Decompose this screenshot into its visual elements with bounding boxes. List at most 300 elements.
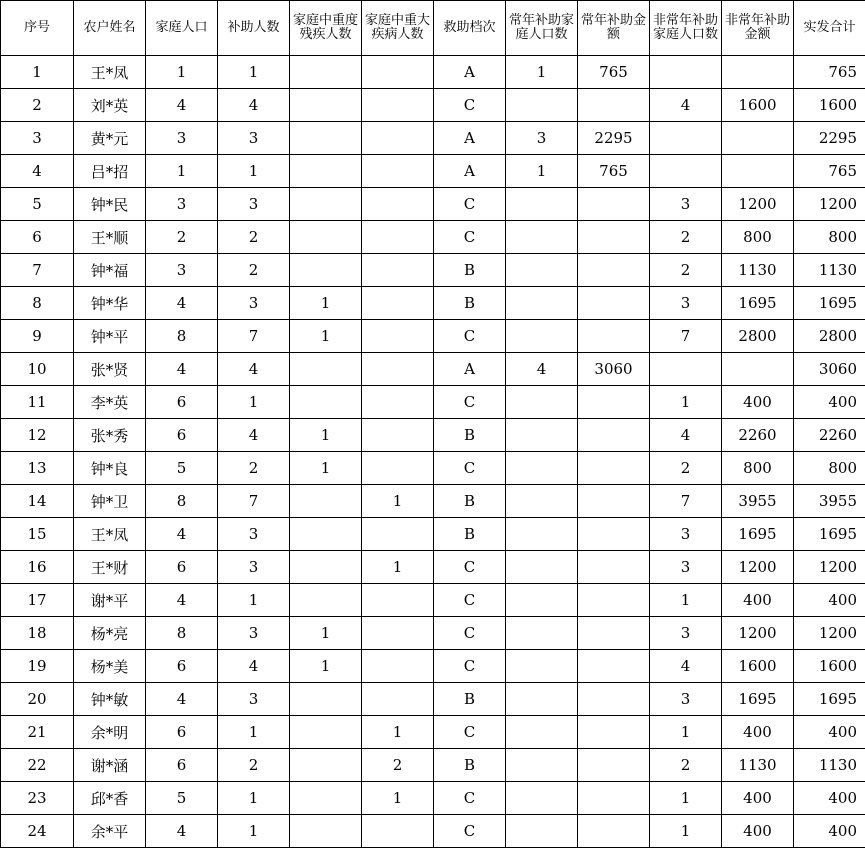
cell-col-family-size: 1: [146, 56, 218, 89]
cell-col-illness-count: 1: [362, 551, 434, 584]
cell-col-index: 1: [1, 56, 74, 89]
table-row: [1, 287, 865, 320]
table-body: [1, 56, 865, 848]
cell-col-disabled-count: [290, 551, 362, 584]
cell-col-total: 765: [794, 155, 865, 188]
cell-col-nonannual-count: 2: [650, 452, 722, 485]
cell-col-disabled-count: [290, 221, 362, 254]
cell-col-annual-amount: [578, 683, 650, 716]
cell-col-relief-level: A: [434, 155, 506, 188]
cell-col-nonannual-amount: 400: [722, 815, 794, 848]
table-row: [1, 650, 865, 683]
cell-col-disabled-count: [290, 584, 362, 617]
cell-col-name: 谢*涵: [74, 749, 146, 782]
cell-col-family-size: 5: [146, 782, 218, 815]
cell-col-annual-amount: [578, 749, 650, 782]
cell-col-annual-count: [506, 320, 578, 353]
cell-col-name: 邱*香: [74, 782, 146, 815]
cell-col-total: 2800: [794, 320, 865, 353]
cell-col-index: 16: [1, 551, 74, 584]
cell-col-index: 14: [1, 485, 74, 518]
cell-col-annual-count: [506, 287, 578, 320]
cell-col-name: 钟*良: [74, 452, 146, 485]
cell-col-nonannual-amount: 400: [722, 584, 794, 617]
cell-col-nonannual-amount: 1695: [722, 518, 794, 551]
cell-col-relief-level: C: [434, 188, 506, 221]
cell-col-annual-amount: [578, 188, 650, 221]
cell-col-nonannual-count: 2: [650, 749, 722, 782]
cell-col-nonannual-amount: 3955: [722, 485, 794, 518]
cell-col-family-size: 4: [146, 353, 218, 386]
cell-col-family-size: 4: [146, 815, 218, 848]
cell-col-relief-level: B: [434, 254, 506, 287]
cell-col-annual-count: [506, 815, 578, 848]
cell-col-nonannual-count: 3: [650, 188, 722, 221]
cell-col-illness-count: [362, 122, 434, 155]
cell-col-subsidy-count: 1: [218, 782, 290, 815]
header-col-index: 序号: [1, 1, 74, 56]
cell-col-subsidy-count: 3: [218, 617, 290, 650]
cell-col-illness-count: 1: [362, 716, 434, 749]
cell-col-family-size: 3: [146, 254, 218, 287]
cell-col-nonannual-count: [650, 155, 722, 188]
cell-col-index: 13: [1, 452, 74, 485]
cell-col-annual-amount: [578, 419, 650, 452]
cell-col-nonannual-amount: [722, 353, 794, 386]
cell-col-disabled-count: 1: [290, 650, 362, 683]
cell-col-nonannual-count: 4: [650, 419, 722, 452]
cell-col-annual-amount: [578, 452, 650, 485]
table-row: [1, 749, 865, 782]
cell-col-disabled-count: [290, 782, 362, 815]
cell-col-annual-count: [506, 584, 578, 617]
cell-col-annual-count: 1: [506, 56, 578, 89]
table-row: [1, 485, 865, 518]
cell-col-total: 800: [794, 452, 865, 485]
cell-col-family-size: 4: [146, 89, 218, 122]
cell-col-index: 8: [1, 287, 74, 320]
header-col-relief-level: 救助档次: [434, 1, 506, 56]
cell-col-disabled-count: [290, 485, 362, 518]
cell-col-annual-amount: [578, 617, 650, 650]
cell-col-relief-level: C: [434, 386, 506, 419]
cell-col-total: 1600: [794, 650, 865, 683]
cell-col-annual-count: 1: [506, 155, 578, 188]
cell-col-family-size: 6: [146, 716, 218, 749]
table-row: [1, 155, 865, 188]
table-row: [1, 353, 865, 386]
cell-col-annual-count: [506, 419, 578, 452]
cell-col-total: 1695: [794, 287, 865, 320]
cell-col-nonannual-count: 1: [650, 782, 722, 815]
cell-col-relief-level: C: [434, 89, 506, 122]
cell-col-total: 1130: [794, 254, 865, 287]
cell-col-annual-count: 3: [506, 122, 578, 155]
cell-col-relief-level: C: [434, 782, 506, 815]
cell-col-illness-count: [362, 89, 434, 122]
cell-col-relief-level: A: [434, 56, 506, 89]
cell-col-annual-amount: [578, 551, 650, 584]
cell-col-annual-amount: 765: [578, 155, 650, 188]
cell-col-annual-amount: [578, 254, 650, 287]
cell-col-annual-count: [506, 518, 578, 551]
cell-col-disabled-count: [290, 716, 362, 749]
cell-col-annual-count: [506, 188, 578, 221]
cell-col-relief-level: C: [434, 221, 506, 254]
cell-col-total: 765: [794, 56, 865, 89]
cell-col-name: 谢*平: [74, 584, 146, 617]
cell-col-index: 4: [1, 155, 74, 188]
cell-col-subsidy-count: 4: [218, 650, 290, 683]
cell-col-family-size: 6: [146, 386, 218, 419]
cell-col-annual-amount: [578, 221, 650, 254]
cell-col-disabled-count: [290, 56, 362, 89]
cell-col-subsidy-count: 4: [218, 89, 290, 122]
cell-col-disabled-count: [290, 254, 362, 287]
cell-col-index: 20: [1, 683, 74, 716]
cell-col-total: 400: [794, 386, 865, 419]
header-col-family-size: 家庭人口: [146, 1, 218, 56]
cell-col-index: 18: [1, 617, 74, 650]
cell-col-relief-level: C: [434, 716, 506, 749]
cell-col-nonannual-amount: 1695: [722, 287, 794, 320]
cell-col-nonannual-amount: 2260: [722, 419, 794, 452]
cell-col-annual-count: [506, 89, 578, 122]
cell-col-family-size: 1: [146, 155, 218, 188]
cell-col-nonannual-count: [650, 56, 722, 89]
cell-col-nonannual-count: 7: [650, 320, 722, 353]
cell-col-annual-amount: [578, 716, 650, 749]
cell-col-family-size: 5: [146, 452, 218, 485]
cell-col-total: 3955: [794, 485, 865, 518]
cell-col-index: 5: [1, 188, 74, 221]
cell-col-index: 2: [1, 89, 74, 122]
cell-col-name: 刘*英: [74, 89, 146, 122]
cell-col-subsidy-count: 3: [218, 551, 290, 584]
cell-col-index: 11: [1, 386, 74, 419]
cell-col-relief-level: B: [434, 683, 506, 716]
cell-col-nonannual-count: 3: [650, 617, 722, 650]
cell-col-illness-count: [362, 386, 434, 419]
cell-col-name: 钟*华: [74, 287, 146, 320]
cell-col-illness-count: [362, 584, 434, 617]
cell-col-disabled-count: 1: [290, 617, 362, 650]
cell-col-disabled-count: [290, 353, 362, 386]
table-row: [1, 782, 865, 815]
cell-col-name: 王*凤: [74, 56, 146, 89]
cell-col-disabled-count: [290, 122, 362, 155]
cell-col-name: 钟*福: [74, 254, 146, 287]
cell-col-name: 钟*卫: [74, 485, 146, 518]
cell-col-total: 1200: [794, 551, 865, 584]
header-row: [1, 1, 865, 56]
cell-col-illness-count: 1: [362, 485, 434, 518]
cell-col-annual-amount: [578, 287, 650, 320]
cell-col-nonannual-amount: 2800: [722, 320, 794, 353]
cell-col-subsidy-count: 4: [218, 353, 290, 386]
cell-col-name: 杨*亮: [74, 617, 146, 650]
cell-col-total: 1200: [794, 617, 865, 650]
cell-col-relief-level: C: [434, 320, 506, 353]
cell-col-family-size: 4: [146, 287, 218, 320]
cell-col-nonannual-amount: 1600: [722, 89, 794, 122]
cell-col-name: 王*顺: [74, 221, 146, 254]
cell-col-relief-level: A: [434, 122, 506, 155]
cell-col-relief-level: B: [434, 749, 506, 782]
cell-col-annual-count: [506, 683, 578, 716]
cell-col-total: 400: [794, 782, 865, 815]
cell-col-illness-count: [362, 353, 434, 386]
cell-col-name: 黄*元: [74, 122, 146, 155]
cell-col-annual-amount: [578, 89, 650, 122]
cell-col-relief-level: B: [434, 287, 506, 320]
cell-col-name: 钟*民: [74, 188, 146, 221]
table-row: [1, 254, 865, 287]
cell-col-family-size: 4: [146, 518, 218, 551]
cell-col-illness-count: [362, 683, 434, 716]
cell-col-nonannual-count: 2: [650, 254, 722, 287]
cell-col-disabled-count: [290, 815, 362, 848]
cell-col-family-size: 6: [146, 749, 218, 782]
cell-col-index: 23: [1, 782, 74, 815]
cell-col-nonannual-count: 3: [650, 287, 722, 320]
cell-col-nonannual-amount: 1200: [722, 617, 794, 650]
cell-col-family-size: 2: [146, 221, 218, 254]
cell-col-disabled-count: 1: [290, 287, 362, 320]
cell-col-name: 余*明: [74, 716, 146, 749]
header-col-annual-count: 常年补助家庭人口数: [506, 1, 578, 56]
cell-col-illness-count: [362, 56, 434, 89]
cell-col-family-size: 8: [146, 320, 218, 353]
cell-col-relief-level: C: [434, 551, 506, 584]
cell-col-relief-level: C: [434, 584, 506, 617]
cell-col-total: 1200: [794, 188, 865, 221]
cell-col-name: 吕*招: [74, 155, 146, 188]
cell-col-nonannual-count: 1: [650, 386, 722, 419]
cell-col-disabled-count: [290, 188, 362, 221]
cell-col-annual-count: [506, 386, 578, 419]
cell-col-subsidy-count: 4: [218, 419, 290, 452]
cell-col-nonannual-amount: 400: [722, 386, 794, 419]
cell-col-annual-amount: 2295: [578, 122, 650, 155]
cell-col-index: 12: [1, 419, 74, 452]
cell-col-illness-count: [362, 518, 434, 551]
cell-col-relief-level: C: [434, 617, 506, 650]
cell-col-annual-amount: [578, 518, 650, 551]
cell-col-subsidy-count: 3: [218, 683, 290, 716]
cell-col-family-size: 6: [146, 551, 218, 584]
cell-col-nonannual-amount: [722, 122, 794, 155]
cell-col-disabled-count: [290, 155, 362, 188]
cell-col-subsidy-count: 1: [218, 716, 290, 749]
cell-col-name: 钟*平: [74, 320, 146, 353]
cell-col-subsidy-count: 3: [218, 518, 290, 551]
cell-col-nonannual-count: 1: [650, 815, 722, 848]
header-col-nonannual-count: 非常年补助家庭人口数: [650, 1, 722, 56]
cell-col-subsidy-count: 1: [218, 815, 290, 848]
cell-col-index: 9: [1, 320, 74, 353]
cell-col-index: 10: [1, 353, 74, 386]
cell-col-total: 2295: [794, 122, 865, 155]
cell-col-disabled-count: 1: [290, 320, 362, 353]
cell-col-annual-amount: [578, 815, 650, 848]
cell-col-illness-count: [362, 155, 434, 188]
cell-col-annual-amount: [578, 386, 650, 419]
cell-col-total: 800: [794, 221, 865, 254]
cell-col-nonannual-count: 1: [650, 584, 722, 617]
table-row: [1, 56, 865, 89]
cell-col-subsidy-count: 1: [218, 155, 290, 188]
cell-col-relief-level: C: [434, 452, 506, 485]
table-row: [1, 386, 865, 419]
cell-col-index: 17: [1, 584, 74, 617]
cell-col-subsidy-count: 2: [218, 452, 290, 485]
cell-col-subsidy-count: 2: [218, 254, 290, 287]
cell-col-subsidy-count: 1: [218, 386, 290, 419]
table-row: [1, 584, 865, 617]
cell-col-name: 李*英: [74, 386, 146, 419]
cell-col-nonannual-count: 3: [650, 683, 722, 716]
cell-col-illness-count: [362, 650, 434, 683]
cell-col-annual-amount: [578, 584, 650, 617]
cell-col-family-size: 6: [146, 650, 218, 683]
cell-col-nonannual-amount: 1600: [722, 650, 794, 683]
cell-col-index: 15: [1, 518, 74, 551]
cell-col-index: 21: [1, 716, 74, 749]
header-col-annual-amount: 常年补助金额: [578, 1, 650, 56]
cell-col-disabled-count: [290, 89, 362, 122]
cell-col-nonannual-amount: 1200: [722, 551, 794, 584]
table-row: [1, 320, 865, 353]
cell-col-name: 王*凤: [74, 518, 146, 551]
cell-col-index: 19: [1, 650, 74, 683]
cell-col-relief-level: B: [434, 485, 506, 518]
cell-col-nonannual-amount: 400: [722, 716, 794, 749]
table-row: [1, 683, 865, 716]
table-row: [1, 188, 865, 221]
cell-col-nonannual-amount: 800: [722, 452, 794, 485]
cell-col-nonannual-count: [650, 122, 722, 155]
cell-col-disabled-count: [290, 749, 362, 782]
cell-col-annual-count: [506, 749, 578, 782]
cell-col-total: 3060: [794, 353, 865, 386]
cell-col-subsidy-count: 2: [218, 749, 290, 782]
cell-col-family-size: 8: [146, 617, 218, 650]
cell-col-subsidy-count: 7: [218, 485, 290, 518]
header-col-subsidy-count: 补助人数: [218, 1, 290, 56]
cell-col-annual-amount: 3060: [578, 353, 650, 386]
cell-col-relief-level: B: [434, 419, 506, 452]
cell-col-subsidy-count: 3: [218, 188, 290, 221]
cell-col-relief-level: C: [434, 650, 506, 683]
cell-col-disabled-count: 1: [290, 419, 362, 452]
header-col-disabled-count: 家庭中重度残疾人数: [290, 1, 362, 56]
cell-col-family-size: 4: [146, 683, 218, 716]
cell-col-illness-count: [362, 221, 434, 254]
cell-col-illness-count: 2: [362, 749, 434, 782]
cell-col-name: 王*财: [74, 551, 146, 584]
cell-col-name: 张*贤: [74, 353, 146, 386]
cell-col-nonannual-count: 1: [650, 716, 722, 749]
cell-col-annual-count: [506, 716, 578, 749]
cell-col-nonannual-count: 3: [650, 518, 722, 551]
cell-col-illness-count: [362, 617, 434, 650]
cell-col-disabled-count: 1: [290, 452, 362, 485]
cell-col-annual-count: [506, 452, 578, 485]
cell-col-name: 杨*美: [74, 650, 146, 683]
cell-col-total: 400: [794, 815, 865, 848]
cell-col-annual-count: [506, 485, 578, 518]
cell-col-disabled-count: [290, 386, 362, 419]
cell-col-nonannual-amount: 400: [722, 782, 794, 815]
cell-col-nonannual-count: 2: [650, 221, 722, 254]
cell-col-subsidy-count: 2: [218, 221, 290, 254]
table-row: [1, 419, 865, 452]
table-row: [1, 122, 865, 155]
cell-col-total: 400: [794, 716, 865, 749]
cell-col-nonannual-amount: [722, 155, 794, 188]
cell-col-disabled-count: [290, 683, 362, 716]
cell-col-relief-level: B: [434, 518, 506, 551]
cell-col-nonannual-amount: 800: [722, 221, 794, 254]
cell-col-name: 张*秀: [74, 419, 146, 452]
cell-col-total: 1600: [794, 89, 865, 122]
cell-col-index: 7: [1, 254, 74, 287]
header-col-total: 实发合计: [794, 1, 865, 56]
cell-col-total: 400: [794, 584, 865, 617]
cell-col-family-size: 8: [146, 485, 218, 518]
cell-col-annual-amount: [578, 650, 650, 683]
table-row: [1, 518, 865, 551]
cell-col-nonannual-amount: 1130: [722, 749, 794, 782]
cell-col-annual-count: [506, 650, 578, 683]
cell-col-illness-count: [362, 452, 434, 485]
cell-col-annual-amount: [578, 485, 650, 518]
header-col-name: 农户姓名: [74, 1, 146, 56]
table-row: [1, 89, 865, 122]
cell-col-total: 2260: [794, 419, 865, 452]
cell-col-subsidy-count: 1: [218, 584, 290, 617]
cell-col-total: 1130: [794, 749, 865, 782]
cell-col-illness-count: [362, 815, 434, 848]
cell-col-annual-amount: [578, 782, 650, 815]
cell-col-nonannual-count: 3: [650, 551, 722, 584]
cell-col-name: 余*平: [74, 815, 146, 848]
cell-col-disabled-count: [290, 518, 362, 551]
cell-col-illness-count: [362, 254, 434, 287]
cell-col-relief-level: C: [434, 815, 506, 848]
cell-col-family-size: 3: [146, 122, 218, 155]
cell-col-total: 1695: [794, 518, 865, 551]
cell-col-index: 24: [1, 815, 74, 848]
cell-col-illness-count: [362, 188, 434, 221]
cell-col-annual-amount: 765: [578, 56, 650, 89]
cell-col-family-size: 6: [146, 419, 218, 452]
cell-col-annual-count: 4: [506, 353, 578, 386]
cell-col-nonannual-amount: 1695: [722, 683, 794, 716]
cell-col-subsidy-count: 7: [218, 320, 290, 353]
cell-col-index: 22: [1, 749, 74, 782]
cell-col-relief-level: A: [434, 353, 506, 386]
cell-col-annual-count: [506, 782, 578, 815]
table-row: [1, 617, 865, 650]
cell-col-nonannual-amount: [722, 56, 794, 89]
cell-col-nonannual-count: 4: [650, 650, 722, 683]
cell-col-family-size: 3: [146, 188, 218, 221]
cell-col-annual-count: [506, 254, 578, 287]
cell-col-name: 钟*敏: [74, 683, 146, 716]
header-col-illness-count: 家庭中重大疾病人数: [362, 1, 434, 56]
